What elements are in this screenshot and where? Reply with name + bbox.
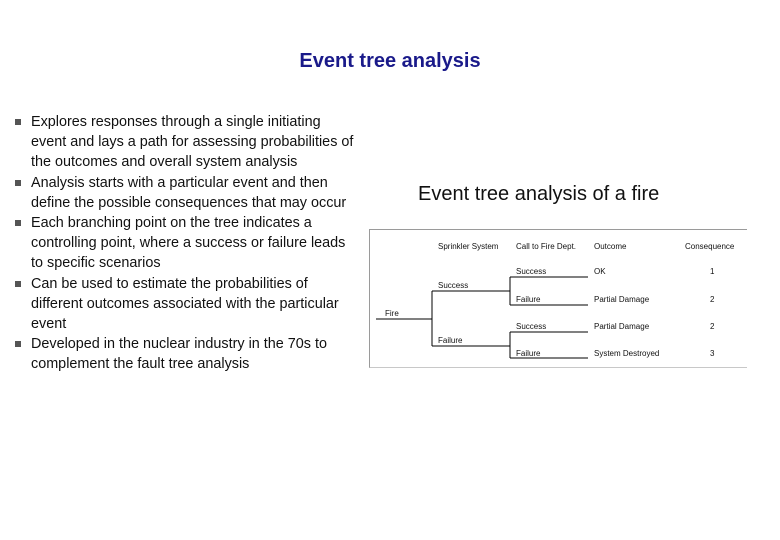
row-outcome-label: System Destroyed bbox=[594, 349, 660, 358]
bullet-text: Explores responses through a single initiating event and lays a path for assessing probabilities of the outcomes and overall system analysis bbox=[31, 114, 354, 171]
row-outcome-label: Partial Damage bbox=[594, 322, 650, 331]
row-consequence-label: 2 bbox=[710, 322, 715, 331]
bullet-item bbox=[14, 173, 359, 213]
bullet-item bbox=[14, 213, 359, 274]
row-call-label: Failure bbox=[516, 295, 541, 304]
row-consequence-label: 3 bbox=[710, 349, 715, 358]
bullet-text: Analysis starts with a particular event and then define the possible consequences that may occur bbox=[31, 174, 347, 211]
diagram-title: Event tree analysis of a fire bbox=[418, 183, 660, 205]
square-bullet-icon bbox=[15, 341, 21, 347]
row-call-label: Success bbox=[516, 322, 547, 331]
header-sprinkler: Sprinkler System bbox=[438, 242, 499, 251]
bullet-text: Developed in the nuclear industry in the 70s to complement the fault tree analysis bbox=[31, 336, 327, 373]
bullet-item bbox=[14, 334, 359, 374]
bullet-text: Each branching point on the tree indicates a controlling point, where a success or failure leads to specific scenarios bbox=[31, 215, 346, 272]
header-call: Call to Fire Dept. bbox=[516, 242, 577, 251]
row-outcome-label: OK bbox=[594, 267, 606, 276]
row-consequence-label: 2 bbox=[710, 295, 715, 304]
square-bullet-icon bbox=[15, 119, 21, 125]
event-tree-svg bbox=[370, 230, 748, 369]
row-consequence-label: 1 bbox=[710, 267, 715, 276]
row-call-label: Success bbox=[516, 267, 547, 276]
sprinkler-success-label: Success bbox=[438, 281, 469, 290]
square-bullet-icon bbox=[15, 220, 21, 226]
initiating-event-label: Fire bbox=[385, 309, 399, 318]
square-bullet-icon bbox=[15, 281, 21, 287]
bullet-text: Can be used to estimate the probabilities of different outcomes associated with the particular event bbox=[31, 275, 339, 333]
slide-title: Event tree analysis bbox=[299, 50, 481, 72]
sprinkler-failure-label: Failure bbox=[438, 336, 463, 345]
header-outcome: Outcome bbox=[594, 242, 627, 251]
row-outcome-label: Partial Damage bbox=[594, 295, 650, 304]
event-tree-diagram bbox=[369, 229, 747, 368]
square-bullet-icon bbox=[15, 180, 21, 186]
bullet-item bbox=[14, 112, 359, 173]
bullet-list bbox=[14, 112, 359, 375]
header-consequence: Consequence bbox=[685, 242, 735, 251]
row-call-label: Failure bbox=[516, 349, 541, 358]
bullet-item bbox=[14, 274, 359, 335]
